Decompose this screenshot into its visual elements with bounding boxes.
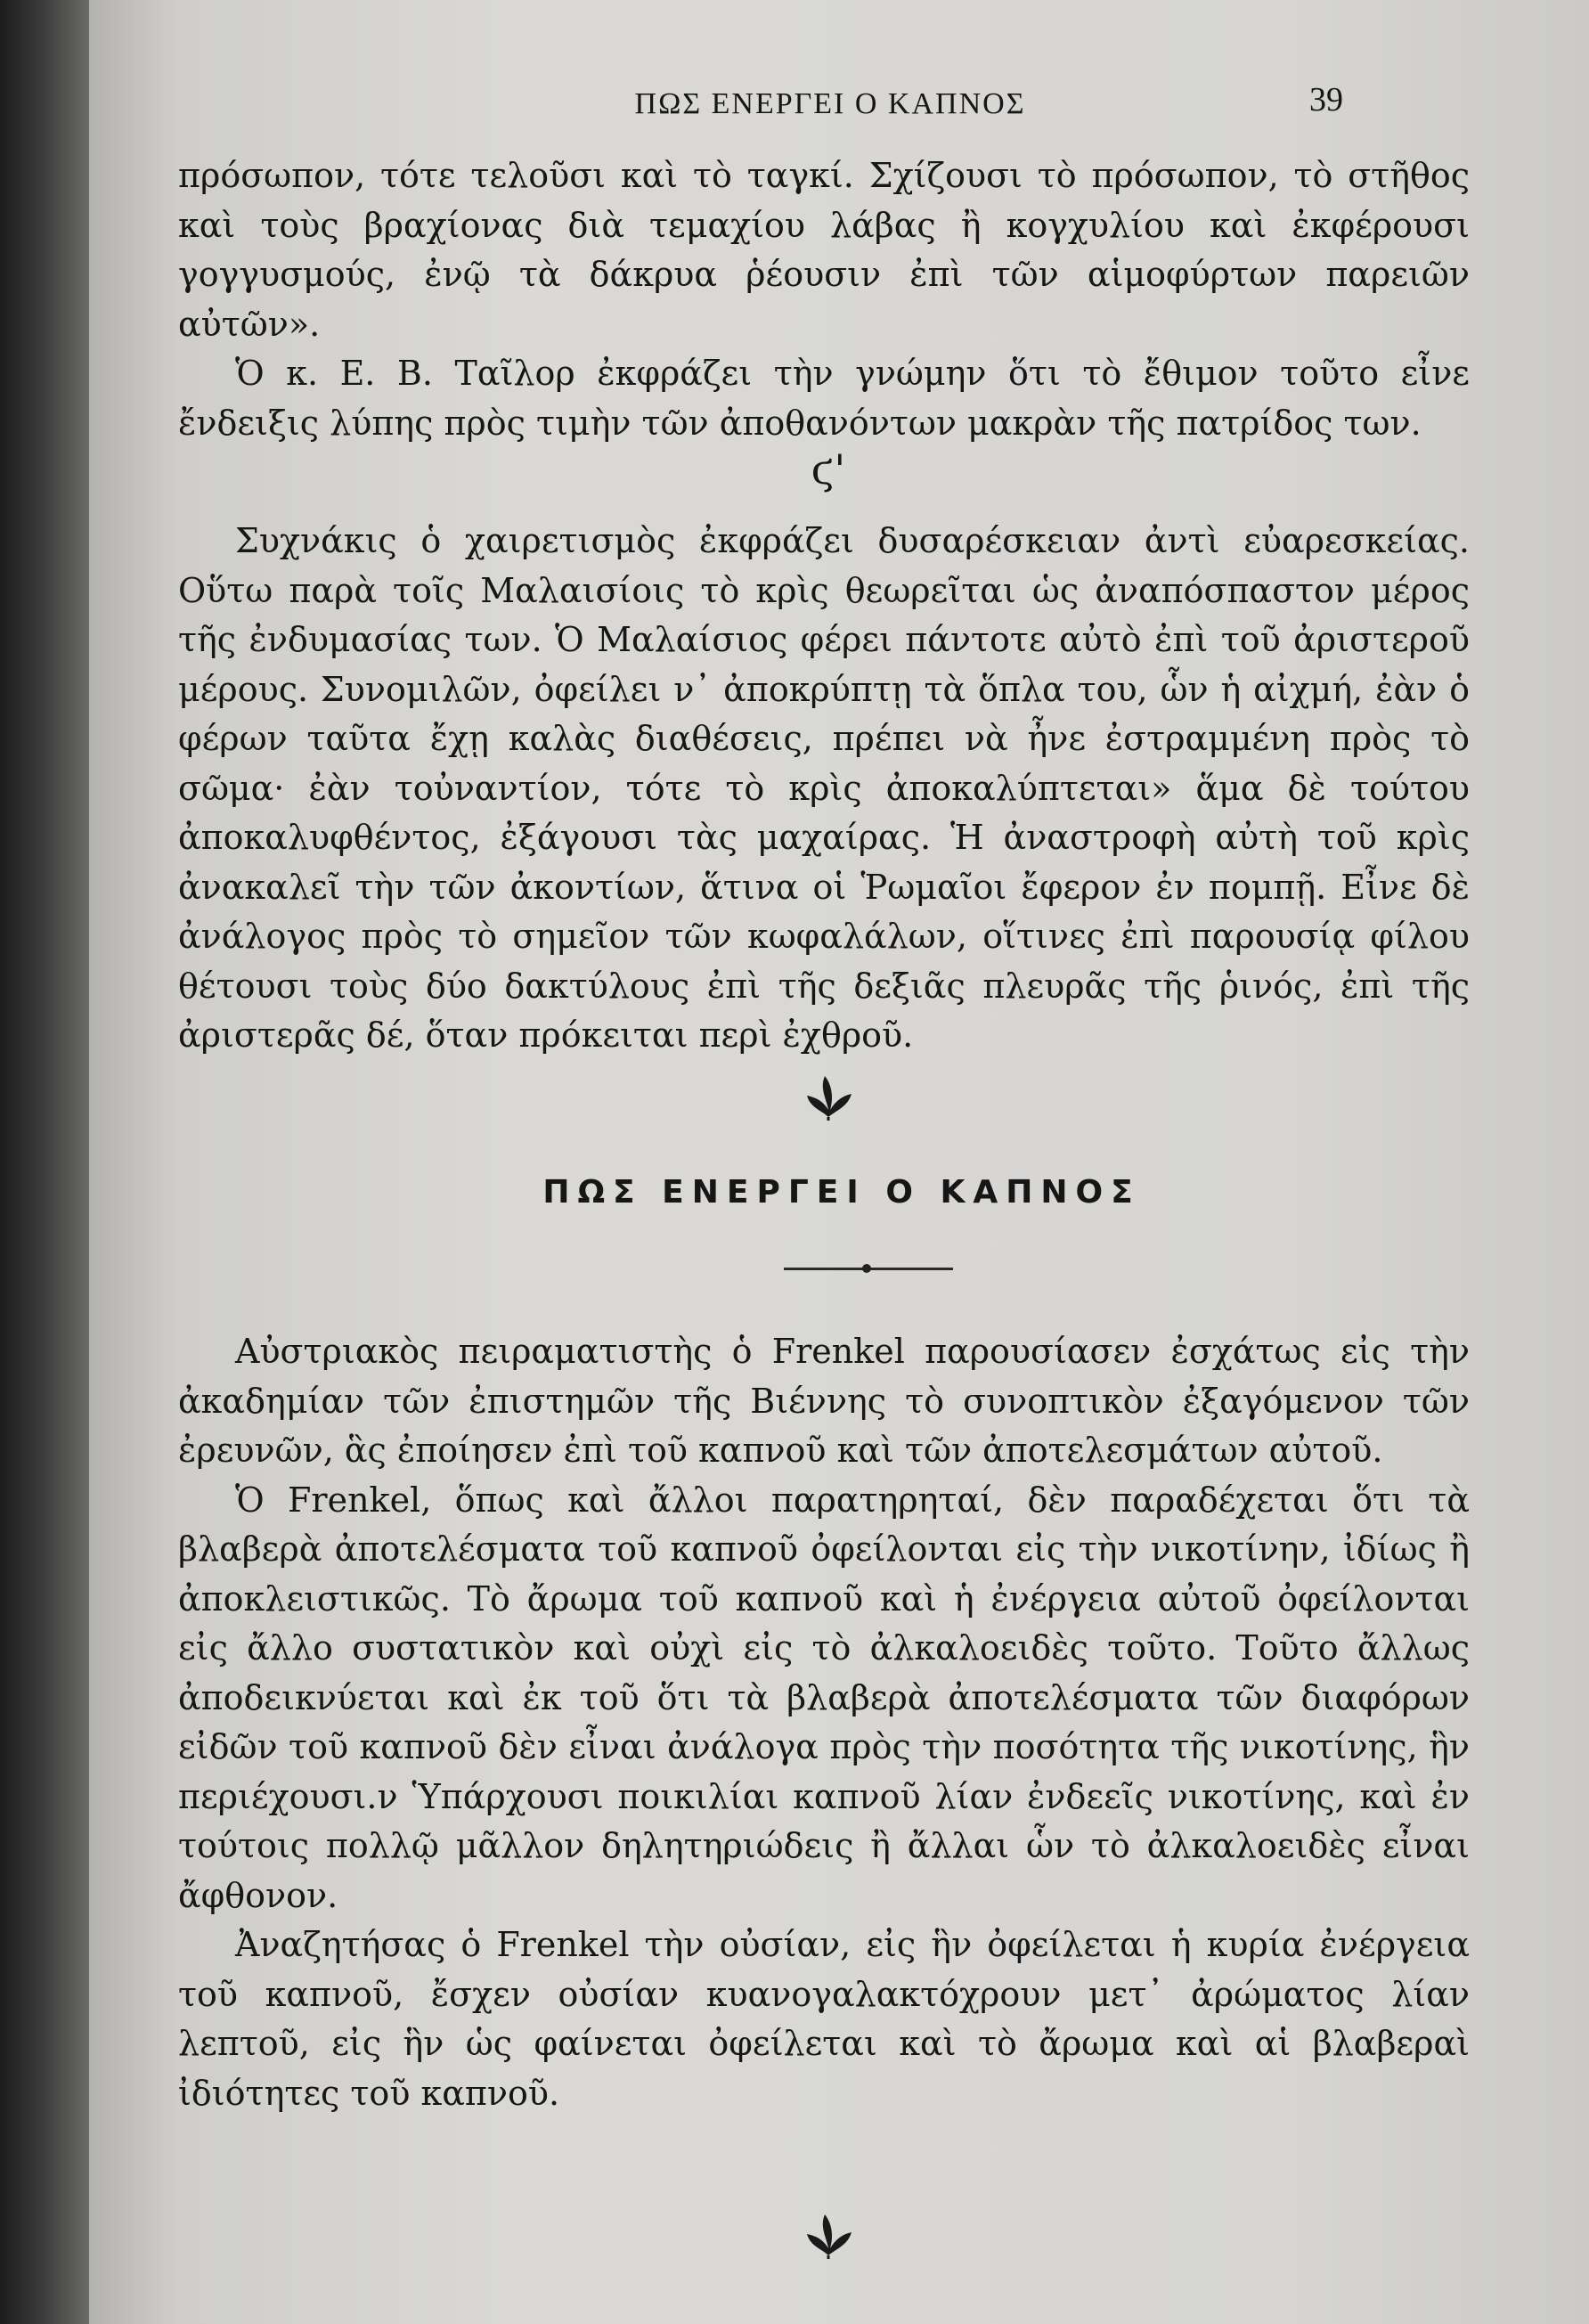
page-number: 39 xyxy=(1309,81,1343,118)
divider-dot xyxy=(862,1264,871,1273)
paragraph: πρόσωπον, τότε τελοῦσι καὶ τὸ ταγκί. Σχίζουσι τὸ πρόσωπον, τὸ στῆθος καὶ τοὺς βραχίονας διὰ τεμαχίου λάβας ἢ κογχυλίου καὶ ἐκφέρουσι γογγυσμούς, ἐνῷ τὰ δάκρυα ῥέουσιν ἐπὶ τῶν αἱμοφύρτων παρειῶν αὐτῶν». xyxy=(178,156,1470,344)
leaf-fleuron-icon xyxy=(793,1069,864,1122)
section-numeral: ϛ' xyxy=(811,445,846,493)
paragraph: Αὐστριακὸς πειραματιστὴς ὁ Frenkel παρουσίασεν ἐσχάτως εἰς τὴν ἀκαδημίαν τῶν ἐπιστημῶν τῆς Βιέννης τὸ συνοπτικὸν ἐξαγόμενον τῶν ἐρευνῶν, ἃς ἐποίησεν ἐπὶ τοῦ καπνοῦ καὶ τῶν ἀποτελεσμάτων αὐτοῦ. xyxy=(178,1332,1470,1470)
running-title: ΠΩΣ ΕΝΕΡΓΕΙ Ο ΚΑΠΝΟΣ xyxy=(634,87,1026,120)
book-spine-shadow xyxy=(0,0,89,2324)
article-title: ΠΩΣ ΕΝΕΡΓΕΙ Ο ΚΑΠΝΟΣ xyxy=(542,1174,1141,1211)
book-page xyxy=(89,0,1589,2324)
paragraph: Συχνάκις ὁ χαιρετισμὸς ἐκφράζει δυσαρέσκειαν ἀντὶ εὐαρεσκείας. Οὕτω παρὰ τοῖς Μαλαισίοις τὸ κρὶς θεωρεῖται ὡς ἀναπόσπαστον μέρος τῆς ἐνδυμασίας των. Ὁ Μαλαίσιος φέρει πάντοτε αὐτὸ ἐπὶ τοῦ ἀριστεροῦ μέρους. Συνομιλῶν, ὀφείλει ν᾿ ἀποκρύπτῃ τὰ ὅπλα του, ὧν ἡ αἰχμή, ἐὰν ὁ φέρων ταῦτα ἔχῃ καλὰς διαθέσεις, πρέπει νὰ ἦνε ἐστραμμένη πρὸς τὸ σῶμα· ἐὰν τοὐναντίον, τότε τὸ κρὶς ἀποκαλύπτεται» ἅμα δὲ τούτου ἀποκαλυφθέντος, ἐξάγουσι τὰς μαχαίρας. Ἡ ἀναστροφὴ αὐτὴ τοῦ κρὶς ἀνακαλεῖ τὴν τῶν ἀκοντίων, ἅτινα οἱ Ῥωμαῖοι ἔφερον ἐν πομπῇ. Εἶνε δὲ ἀνάλογος πρὸς τὸ σημεῖον τῶν κωφαλάλων, οἵτινες ἐπὶ παρουσίᾳ φίλου θέτουσι τοὺς δύο δακτύλους ἐπὶ τῆς δεξιᾶς πλευρᾶς τῆς ῥινός, ἐπὶ τῆς ἀριστερᾶς δέ, ὅταν πρόκειται περὶ ἐχθροῦ. xyxy=(178,521,1470,1055)
paragraph: Ἀναζητήσας ὁ Frenkel τὴν οὐσίαν, εἰς ἣν ὀφείλεται ἡ κυρία ἐνέργεια τοῦ καπνοῦ, ἔσχεν οὐσίαν κυανογαλακτόχρουν μετ᾿ ἀρώματος λίαν λεπτοῦ, εἰς ἣν ὡς φαίνεται ὀφείλεται καὶ τὸ ἄρωμα καὶ αἱ βλαβεραὶ ἰδιότητες τοῦ καπνοῦ. xyxy=(178,1925,1470,2113)
leaf-fleuron-icon xyxy=(793,2207,864,2261)
paragraph: Ὁ Frenkel, ὅπως καὶ ἄλλοι παρατηρηταί, δὲν παραδέχεται ὅτι τὰ βλαβερὰ ἀποτελέσματα τοῦ καπνοῦ ὀφείλονται εἰς τὴν νικοτίνην, ἰδίως ἢ ἀποκλειστικῶς. Τὸ ἄρωμα τοῦ καπνοῦ καὶ ἡ ἐνέργεια αὐτοῦ ὀφείλονται εἰς ἄλλο συστατικὸν καὶ οὐχὶ εἰς τὸ ἀλκαλοειδὲς τοῦτο. Τοῦτο ἄλλως ἀποδεικνύεται καὶ ἐκ τοῦ ὅτι τὰ βλαβερὰ ἀποτελέσματα τῶν διαφόρων εἰδῶν τοῦ καπνοῦ δὲν εἶναι ἀνάλογα πρὸς τὴν ποσότητα τῆς νικοτίνης, ἣν περιέχουσι.ν Ὑπάρχουσι ποικιλίαι καπνοῦ λίαν ἐνδεεῖς νικοτίνης, καὶ ἐν τούτοις πολλῷ μᾶλλον δηλητηριώδεις ἢ ἄλλαι ὧν τὸ ἀλκαλοειδὲς εἶναι ἄφθονον. xyxy=(178,1480,1470,1915)
article-body xyxy=(178,1327,1470,2118)
paragraph: Ὁ κ. Ε. Β. Ταῖλορ ἐκφράζει τὴν γνώμην ὅτι τὸ ἔθιμον τοῦτο εἶνε ἔνδειξις λύπης πρὸς τιμὴν τῶν ἀποθανόντων μακρὰν τῆς πατρίδος των. xyxy=(178,354,1470,443)
continued-text xyxy=(178,151,1470,448)
section-six-text xyxy=(178,517,1470,1061)
